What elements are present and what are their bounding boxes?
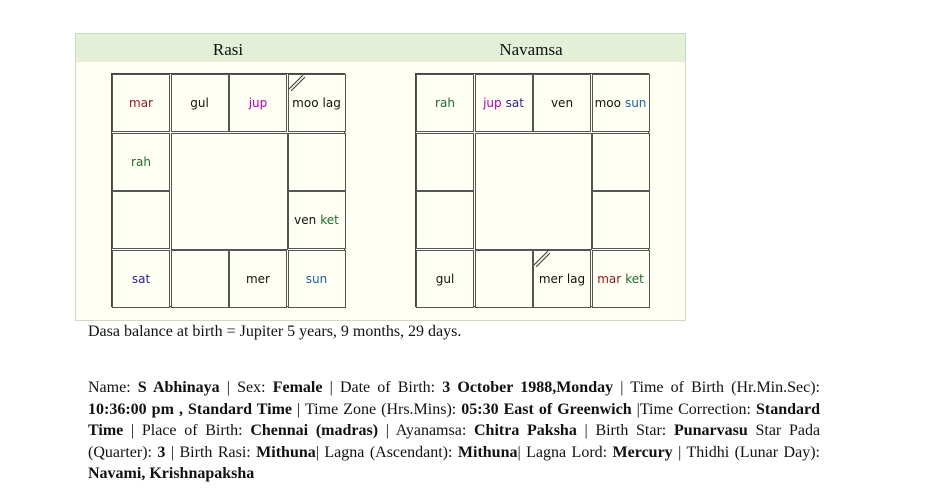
rasi-planet-sat: sat [131, 271, 151, 286]
navamsa-house-2-0 [416, 191, 474, 249]
rasi-planet-lag: lag [322, 96, 341, 110]
navamsa-house-3-0 [416, 250, 474, 308]
lagna-label: | Lagna (Ascendant): [315, 443, 458, 461]
rasi-label: | Birth Rasi: [165, 443, 257, 461]
sex-label: | Sex: [219, 379, 273, 396]
rasi-chart [111, 73, 345, 307]
rasi-planet-ven: ven [294, 213, 317, 227]
rasi-planet-gul: gul [190, 96, 209, 110]
rasi-planet-rah: rah [131, 154, 151, 169]
pada-value: 3 [157, 443, 166, 461]
rasi-house-3-1 [171, 250, 229, 308]
tc-value: Standard Time [88, 400, 821, 439]
rasi-planet-moo: moo [292, 96, 319, 110]
navamsa-house-0-3 [592, 74, 650, 132]
rasi-title: Rasi [212, 40, 244, 59]
navamsa-planet-moo: moo [594, 96, 621, 110]
dasa-balance: Dasa balance at birth = Jupiter 5 years, 9 months, 29 days. [88, 323, 462, 340]
navamsa-planet-sun: sun [624, 96, 647, 110]
thidhi-value: Navami, Krishnapaksha [88, 465, 255, 482]
tc-label: |Time Correction: [631, 400, 756, 418]
navamsa-house-0-1 [475, 74, 533, 132]
rasi-planet-jup: jup [248, 96, 268, 110]
pob-value: Chennai (madras) [250, 422, 379, 439]
rasi-planet-ket: ket [320, 213, 339, 227]
lagna-lord-value: Mercury [612, 443, 673, 461]
tz-label: | Time Zone (Hrs.Mins): [292, 400, 462, 418]
rasi-house-2-3 [288, 191, 346, 249]
lagna-marker-icon [289, 75, 305, 91]
dob-label: | Date of Birth: [322, 379, 443, 396]
rasi-house-1-3 [288, 133, 346, 191]
rasi-planet-mar: mar [129, 96, 153, 110]
lagna-value: Mithuna [457, 443, 518, 461]
navamsa-house-3-1 [475, 250, 533, 308]
pada-label: Star Pada (Quarter): [88, 422, 821, 461]
tob-value: 10:36:00 pm , Standard Time [88, 400, 292, 418]
star-label: | Birth Star: [576, 422, 674, 439]
rasi-house-3-3 [288, 250, 346, 308]
rasi-house-1-0 [112, 133, 170, 191]
rasi-house-3-2 [229, 250, 287, 308]
sex-value: Female [272, 379, 323, 396]
tob-label: | Time of Birth (Hr.Min.Sec): [613, 379, 821, 396]
navamsa-house-1-3 [592, 133, 650, 191]
navamsa-chart [415, 73, 649, 307]
navamsa-planet-rah: rah [435, 96, 455, 110]
rasi-house-3-0 [112, 250, 170, 308]
star-value: Punarvasu [673, 422, 748, 439]
ayanamsa-label: | Ayanamsa: [378, 422, 474, 439]
dob-value: 3 October 1988,Monday [442, 379, 614, 396]
birth-details [88, 377, 820, 485]
navamsa-planet-ket: ket [625, 271, 644, 286]
rasi-house-2-0 [112, 191, 170, 249]
navamsa-planet-mar: mar [597, 271, 622, 286]
navamsa-planet-lag: lag [566, 271, 586, 286]
navamsa-center [475, 133, 592, 250]
lagna-lord-label: | Lagna Lord: [517, 443, 613, 461]
navamsa-planet-ven: ven [550, 96, 574, 110]
tz-value: 05:30 East of Greenwich [461, 400, 632, 418]
navamsa-house-0-2 [533, 74, 591, 132]
navamsa-house-1-0 [416, 133, 474, 191]
name-value: S Abhinaya [137, 379, 220, 396]
rasi-value: Mithuna [256, 443, 316, 461]
rasi-planet-mer: mer [245, 271, 270, 286]
navamsa-house-3-3 [592, 250, 650, 308]
navamsa-planet-jup: jup [483, 96, 502, 110]
navamsa-house-2-3 [592, 191, 650, 249]
rasi-house-0-2 [229, 74, 287, 132]
rasi-planet-sun: sun [305, 271, 328, 286]
rasi-center [171, 133, 288, 250]
pob-label: | Place of Birth: [123, 422, 251, 439]
navamsa-title: Navamsa [499, 40, 563, 59]
name-label: Name: [88, 379, 138, 396]
charts-panel [75, 33, 686, 321]
navamsa-house-0-0 [416, 74, 474, 132]
ayanamsa-value: Chitra Paksha [473, 422, 577, 439]
rasi-house-0-0 [112, 74, 170, 132]
navamsa-planet-mer: mer [538, 271, 563, 286]
rasi-house-0-3 [288, 74, 346, 132]
rasi-house-0-1 [171, 74, 229, 132]
navamsa-planet-gul: gul [435, 271, 455, 286]
lagna-marker-icon [534, 251, 550, 267]
navamsa-house-3-2 [533, 250, 591, 308]
thidhi-label: | Thidhi (Lunar Day): [672, 443, 820, 461]
navamsa-planet-sat: sat [505, 96, 524, 110]
